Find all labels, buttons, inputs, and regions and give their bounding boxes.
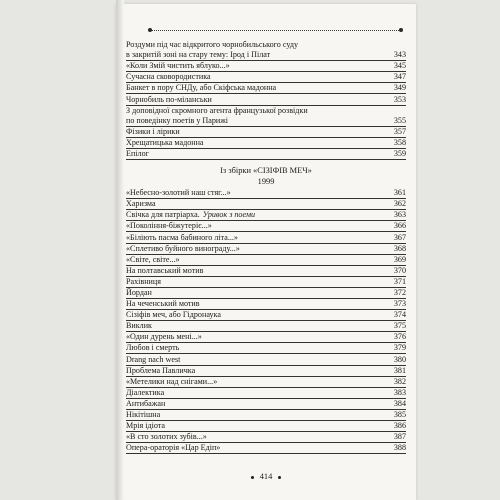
- toc-entry: [126, 127, 406, 138]
- toc-entry-page: 370: [393, 265, 406, 275]
- toc-entry-title: [126, 310, 394, 320]
- toc-entry-title-text: «Світе, світе...»: [126, 254, 180, 264]
- toc-entry: [126, 188, 406, 199]
- toc-entry-title: [126, 421, 394, 431]
- toc-entry: [126, 366, 406, 377]
- toc-entry: [126, 332, 406, 343]
- toc-entry-title-text: Мрія ідіота: [126, 421, 166, 431]
- toc-entry-page: 357: [393, 126, 406, 136]
- toc-entry-title: [126, 410, 394, 420]
- toc-entry-title: [126, 255, 394, 265]
- toc-entry-title-text: «Небесно-золотий наш стяг...»: [126, 188, 231, 198]
- toc-entry-title: [126, 366, 394, 376]
- footer-dot-right: [278, 476, 281, 479]
- toc-entry: [126, 266, 406, 277]
- toc-entry: [126, 443, 406, 454]
- toc-entry-title: [126, 95, 394, 105]
- toc-entry-page: 383: [393, 387, 406, 397]
- toc-entry: [126, 61, 406, 72]
- toc-entry-title: [126, 377, 394, 387]
- toc-entry: [126, 199, 406, 210]
- toc-entry-title: [126, 288, 394, 298]
- toc-entry-title: [126, 50, 394, 60]
- toc-entry: [126, 221, 406, 232]
- toc-entry-title-text: Свічка для патріарха.: [126, 210, 200, 220]
- toc-entry-title-text: «Покоління-біжутеріє...»: [126, 221, 212, 231]
- toc-entry-title-text: Банкет в пору СНДу, або Скіфська мадонна: [126, 83, 277, 93]
- toc-entry-page: 372: [393, 287, 406, 297]
- toc-entry-title-text: «В сто золотих зубів...»: [126, 432, 207, 442]
- toc-entry-title-text: «Коли Змій чистить яблуко...»: [126, 61, 230, 71]
- toc-entry: [126, 343, 406, 354]
- toc-entry: [126, 83, 406, 94]
- toc-entry-title: [126, 188, 394, 198]
- toc-entry-title: [126, 138, 394, 148]
- toc-entry-page: 380: [393, 354, 406, 364]
- toc-entry-title: [126, 299, 394, 309]
- toc-entry-title: [126, 355, 394, 365]
- toc-entry-title-text: На чеченський мотив: [126, 299, 200, 309]
- toc-entry-page: 358: [393, 137, 406, 147]
- toc-entry: [126, 310, 406, 321]
- toc-entry-page: 359: [393, 149, 406, 159]
- toc-entry-title: [126, 443, 394, 453]
- toc-entry-page: 345: [393, 61, 406, 71]
- toc-entry-title: [126, 399, 394, 409]
- toc-entry: [126, 116, 406, 127]
- toc-entry-title-text: Рахівниця: [126, 276, 161, 286]
- toc-entry-title: [126, 266, 394, 276]
- toc-entry-title: [126, 199, 394, 209]
- toc-entry-page: 367: [393, 232, 406, 242]
- toc-entry-title-text: «Сплетиво буйного винограду...»: [126, 243, 240, 253]
- section-year: 1999: [257, 177, 275, 187]
- toc-entry: [126, 321, 406, 332]
- top-dotted-rule: [151, 30, 401, 32]
- toc-entry-page: 384: [393, 398, 406, 408]
- toc-entry-title: [126, 233, 394, 243]
- toc-entry: [126, 149, 406, 160]
- toc-list-bottom: [126, 188, 406, 454]
- toc-entry-title-text: «Один дурень мені...»: [126, 332, 202, 342]
- toc-entry-title-text: «Біліють пасма бабиного літа...»: [126, 232, 238, 242]
- toc-entry-page: 382: [393, 376, 406, 386]
- toc-entry-title-text: Чорнобиль по-міланськи: [126, 94, 212, 104]
- footer-dot-left: [251, 476, 254, 479]
- toc-entry-title: [126, 221, 394, 231]
- toc-entry-subtitle: Уривок з поеми: [202, 210, 256, 220]
- rule-end-dot-right: [399, 28, 403, 32]
- toc-entry: [126, 432, 406, 443]
- toc-entry-title-text: Нікітішна: [126, 410, 161, 419]
- toc-entry-title: [126, 244, 394, 254]
- toc-entry-title-text: по поведінку поетів у Парижі: [126, 115, 229, 125]
- page-gutter: [116, 0, 124, 500]
- toc-entry: [126, 138, 406, 149]
- toc-entry-title-text: Любов і смерть: [126, 343, 180, 353]
- toc-entry-title-text: Антибажан: [126, 398, 166, 408]
- toc-entry-page: 375: [393, 321, 406, 331]
- toc-entry-title-text: Сізіфів меч, або Гідронаука: [126, 310, 221, 320]
- toc-entry: [126, 277, 406, 288]
- toc-entry: [126, 244, 406, 255]
- toc-entry-page: 371: [393, 276, 406, 286]
- toc-entry: [126, 299, 406, 310]
- toc-entry-title-text: «Метелики над снігами...»: [126, 376, 218, 386]
- toc-entry: [126, 421, 406, 432]
- toc-entry-title-line: Роздуми під час відкритого чорнобильського суду: [126, 40, 299, 49]
- rule-end-dot-left: [148, 28, 152, 32]
- table-of-contents: [126, 40, 406, 454]
- toc-entry-title-text: Йордан: [126, 287, 152, 297]
- toc-entry-title: [126, 116, 394, 126]
- toc-entry-title: [126, 83, 394, 93]
- toc-entry-title: [126, 127, 394, 137]
- toc-entry: [126, 232, 406, 243]
- toc-entry: [126, 399, 406, 410]
- toc-entry-page: 387: [393, 432, 406, 442]
- toc-entry-page: 363: [393, 210, 406, 220]
- toc-entry-page: 343: [393, 50, 406, 60]
- toc-entry-title: [126, 332, 394, 342]
- toc-entry: [126, 377, 406, 388]
- toc-entry-title-text: Проблема Павличка: [126, 365, 196, 375]
- toc-entry-page: 379: [393, 343, 406, 353]
- toc-list-top: [126, 40, 406, 160]
- toc-entry-title-text: Опера-ораторія «Цар Едіп»: [126, 443, 221, 453]
- toc-entry-title-text: На полтавський мотив: [126, 265, 204, 275]
- toc-entry-title-text: Епілог: [126, 149, 149, 159]
- section-title: Із збірки «СІЗІФІВ МЕЧ»: [220, 166, 312, 176]
- page-number: 414: [259, 472, 273, 481]
- toc-entry-page: 368: [393, 243, 406, 253]
- toc-entry-page: 386: [393, 421, 406, 431]
- toc-entry-page: 362: [393, 199, 406, 209]
- toc-entry-page: 381: [393, 365, 406, 375]
- toc-entry: [126, 255, 406, 266]
- toc-entry: [126, 354, 406, 365]
- toc-entry-page: 385: [393, 410, 406, 419]
- toc-entry-title-text: Хрещатицька мадонна: [126, 137, 204, 147]
- toc-entry: [126, 50, 406, 61]
- toc-entry-title-text: Drang nach west: [126, 354, 181, 364]
- toc-entry-title-text: Фізики і лірики: [126, 126, 180, 136]
- toc-entry-title: [126, 277, 394, 287]
- toc-entry-title: [126, 432, 394, 442]
- toc-entry-title: [126, 61, 394, 71]
- toc-entry: [126, 72, 406, 83]
- toc-entry-title: [126, 343, 394, 353]
- toc-entry-page: 376: [393, 332, 406, 342]
- toc-entry-title-text: в закритій зоні на стару тему: Ірод і Пілат: [126, 50, 271, 60]
- toc-entry-page: 349: [393, 83, 406, 93]
- toc-entry: [126, 388, 406, 399]
- toc-entry-page: 388: [393, 443, 406, 453]
- toc-entry-title-text: Сучасна сковородистика: [126, 72, 211, 82]
- page-footer: [126, 472, 406, 481]
- toc-entry-page: 347: [393, 72, 406, 82]
- toc-entry-title-text: Харизма: [126, 199, 156, 209]
- toc-entry-page: 366: [393, 221, 406, 231]
- toc-entry-title-text: Діалектика: [126, 387, 165, 397]
- toc-entry-page: 361: [393, 188, 406, 198]
- toc-entry-page: 373: [393, 299, 406, 309]
- toc-entry-page: 369: [393, 254, 406, 264]
- toc-entry: [126, 94, 406, 105]
- toc-entry-title: [126, 388, 394, 398]
- toc-entry-title: [126, 210, 394, 220]
- toc-entry-page: 374: [393, 310, 406, 320]
- toc-entry-title-line: З доповідної скромного агента французької розвідки: [126, 105, 308, 115]
- toc-entry: [126, 210, 406, 221]
- toc-entry-title: [126, 72, 394, 82]
- toc-entry: [126, 410, 406, 421]
- toc-entry-page: 355: [393, 115, 406, 125]
- toc-entry-title: [126, 149, 394, 159]
- toc-entry-title: [126, 321, 394, 331]
- toc-entry-page: 353: [393, 94, 406, 104]
- toc-entry-title-text: Виклик: [126, 321, 152, 331]
- toc-entry: [126, 288, 406, 299]
